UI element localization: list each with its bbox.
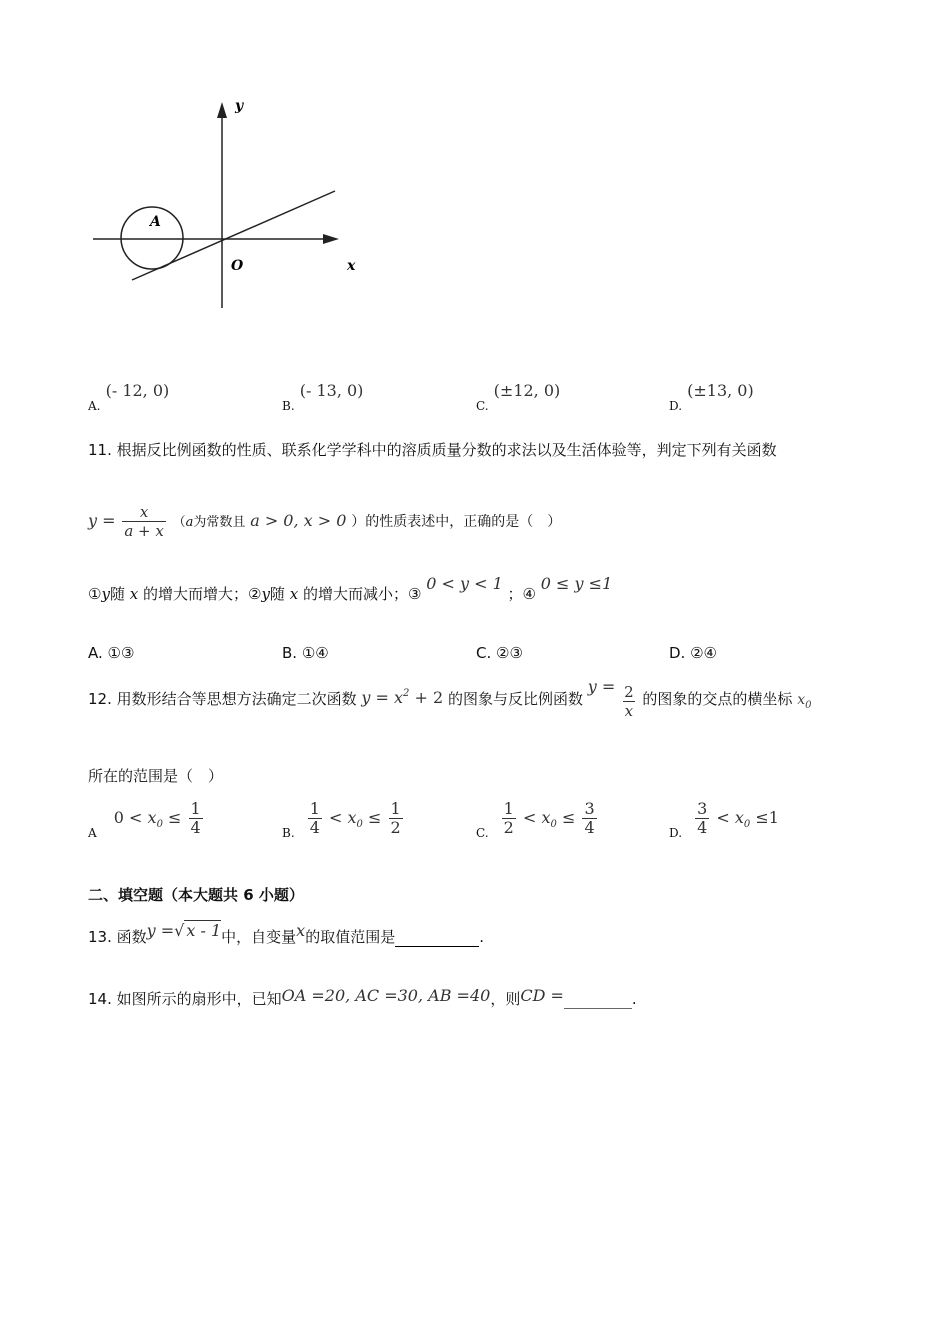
q14-end: . — [631, 990, 637, 1008]
frac-den: 4 — [190, 818, 201, 837]
option-letter: C. — [476, 644, 492, 662]
cond-text: 为常数且 — [193, 515, 246, 530]
frac-den: 2 — [503, 818, 514, 837]
q11-function-line — [88, 503, 561, 540]
opt-rel: ≤ — [168, 808, 182, 827]
q12-option-c[interactable] — [476, 799, 599, 840]
frac-num: 3 — [697, 799, 708, 818]
q12-option-b[interactable] — [282, 799, 405, 840]
frac-num: 1 — [309, 799, 320, 818]
q12-stem — [88, 677, 812, 720]
q14-cd: CD = — [520, 986, 564, 1005]
q12-option-a[interactable] — [88, 799, 205, 840]
frac-num: 1 — [390, 799, 401, 818]
opt-x-base: x — [541, 808, 551, 827]
frac-den: 4 — [309, 818, 320, 837]
func-den: a + x — [124, 522, 164, 540]
cond-a: a — [185, 515, 194, 530]
q11-statements — [88, 574, 613, 604]
frac-den: 2 — [390, 818, 401, 837]
option-letter: B. — [282, 826, 295, 840]
s3-math: 0 < y < 1 — [426, 574, 503, 593]
s4-math: 0 ≤ y ≤1 — [540, 574, 613, 593]
func-lhs: y = — [88, 511, 116, 530]
stem-b: 的图象与反比例函数 — [447, 690, 583, 708]
opt-x — [147, 808, 163, 830]
q14-mid: ，则 — [490, 990, 521, 1008]
frac-den: 4 — [697, 818, 708, 837]
stem-a: 12. 用数形结合等思想方法确定二次函数 — [88, 690, 357, 708]
option-value: (±13, 0) — [687, 381, 754, 400]
s4-sep: ；④ — [507, 585, 536, 603]
inv-den: x — [624, 702, 634, 720]
opt-left: < — [716, 808, 730, 827]
stem-c: 的图象的交点的横坐标 — [642, 690, 793, 708]
q13-mid: 中，自变量 — [221, 928, 297, 946]
option-value: (- 12, 0) — [105, 381, 170, 400]
frac-num: 3 — [584, 799, 595, 818]
q14-pre: 14. 如图所示的扇形中，已知 — [88, 990, 282, 1008]
cond-open: （ — [172, 515, 186, 530]
option-letter: C. — [476, 399, 489, 413]
opt-right-frac — [189, 800, 203, 837]
q11-option-d[interactable] — [669, 644, 717, 662]
option-value: (±12, 0) — [493, 381, 561, 400]
opt-left-frac — [502, 800, 516, 837]
opt-left: < — [522, 808, 537, 827]
s2-end: 的增大而减小；③ — [302, 585, 422, 603]
option-letter: B. — [282, 644, 298, 662]
option-value: ②③ — [496, 644, 523, 662]
option-value: ②④ — [690, 644, 718, 662]
sqrt-sign: √ — [174, 921, 185, 940]
opt-left: < — [329, 808, 343, 827]
q11-option-b[interactable] — [282, 644, 329, 662]
s2-y: y — [261, 585, 270, 603]
option-letter: A. — [88, 644, 103, 662]
opt-x-base: x — [147, 808, 157, 827]
option-letter: D. — [669, 644, 686, 662]
option-letter: A. — [88, 399, 101, 413]
frac-den: 4 — [584, 818, 595, 837]
option-value: ①③ — [107, 644, 135, 662]
opt-x-sub: 0 — [743, 819, 751, 830]
inv-num: 2 — [624, 683, 634, 701]
q12-option-d[interactable] — [669, 799, 779, 840]
s2-mid: 随 — [269, 585, 285, 603]
q11-option-c[interactable] — [476, 644, 523, 662]
y-axis-arrow — [217, 102, 227, 118]
option-letter: C. — [476, 826, 489, 840]
quad-tail: + 2 — [409, 688, 444, 707]
opt-rel: ≤1 — [755, 808, 779, 827]
label-y: y — [235, 98, 244, 114]
opt-right-frac — [389, 800, 403, 837]
quad-func — [361, 688, 443, 707]
func-num: x — [139, 503, 149, 521]
q13-lhs: y = — [146, 921, 175, 940]
cond-close: ）的性质表述中，正确的是（ ） — [351, 514, 562, 530]
label-o: O — [231, 258, 244, 274]
opt-rel: ≤ — [368, 808, 382, 827]
option-letter: D. — [669, 399, 683, 413]
section-title: 二、填空题（本大题共 6 小题） — [88, 886, 304, 904]
q13-answer-blank[interactable] — [395, 928, 479, 947]
opt-x-base: x — [347, 808, 357, 827]
q10-option-b[interactable] — [282, 381, 364, 413]
func-fraction — [122, 503, 166, 540]
opt-x-sub: 0 — [356, 819, 363, 830]
opt-left-frac — [695, 800, 709, 837]
opt-x-sub: 0 — [156, 819, 163, 830]
x-axis-arrow — [323, 234, 339, 244]
q10-option-a[interactable] — [88, 381, 170, 413]
q13-end: . — [479, 928, 484, 946]
s1-mid: 随 — [109, 585, 125, 603]
q13-var: x — [296, 921, 306, 940]
q13 — [88, 921, 484, 947]
q11-option-a[interactable] — [88, 644, 134, 662]
opt-x — [734, 808, 751, 830]
label-x: x — [347, 258, 356, 274]
opt-x — [347, 808, 363, 830]
option-letter: A — [88, 826, 97, 840]
s1-y: y — [101, 585, 110, 603]
option-letter: D. — [669, 826, 683, 840]
opt-x-sub: 0 — [550, 819, 557, 830]
option-value: ①④ — [301, 644, 329, 662]
opt-right-frac — [582, 800, 596, 837]
s2-x: x — [289, 585, 299, 603]
q14-answer-blank[interactable] — [564, 990, 632, 1009]
q13-post: 的取值范围是 — [305, 928, 396, 946]
cond-math: a > 0, x > 0 — [250, 511, 347, 530]
opt-left: 0 < — [113, 808, 143, 827]
option-letter: B. — [282, 399, 295, 413]
quad-exp: 2 — [403, 688, 410, 699]
option-value: (- 13, 0) — [299, 381, 364, 400]
q12-stem-continued: 所在的范围是（ ） — [88, 767, 224, 785]
s1-end: 的增大而增大；② — [142, 585, 262, 603]
q14 — [88, 988, 637, 1009]
quad-base: y = x — [361, 688, 404, 707]
q10-option-d[interactable] — [669, 381, 754, 413]
inv-lhs: y = — [587, 677, 616, 696]
x0 — [797, 692, 812, 711]
x0-base: x — [797, 692, 806, 708]
label-a: A — [150, 214, 161, 230]
s1-mark: ① — [88, 585, 102, 603]
q13-radicand: x - 1 — [186, 921, 222, 940]
q14-math: OA =20, AC =30, AB =40 — [281, 986, 491, 1005]
frac-num: 1 — [190, 799, 201, 818]
x0-sub: 0 — [805, 700, 812, 711]
opt-x — [541, 808, 557, 830]
opt-left-frac — [308, 800, 322, 837]
inv-fraction — [622, 683, 636, 720]
frac-num: 1 — [503, 799, 514, 818]
q13-pre: 13. 函数 — [88, 928, 147, 946]
s1-x: x — [129, 585, 139, 603]
coordinate-figure — [85, 90, 375, 320]
opt-x-base: x — [734, 808, 744, 827]
q10-option-c[interactable] — [476, 381, 561, 413]
opt-rel: ≤ — [561, 808, 576, 827]
q11-stem: 11. 根据反比例函数的性质、联系化学学科中的溶质质量分数的求法以及生活体验等，判定下列有关函数 — [88, 441, 777, 459]
